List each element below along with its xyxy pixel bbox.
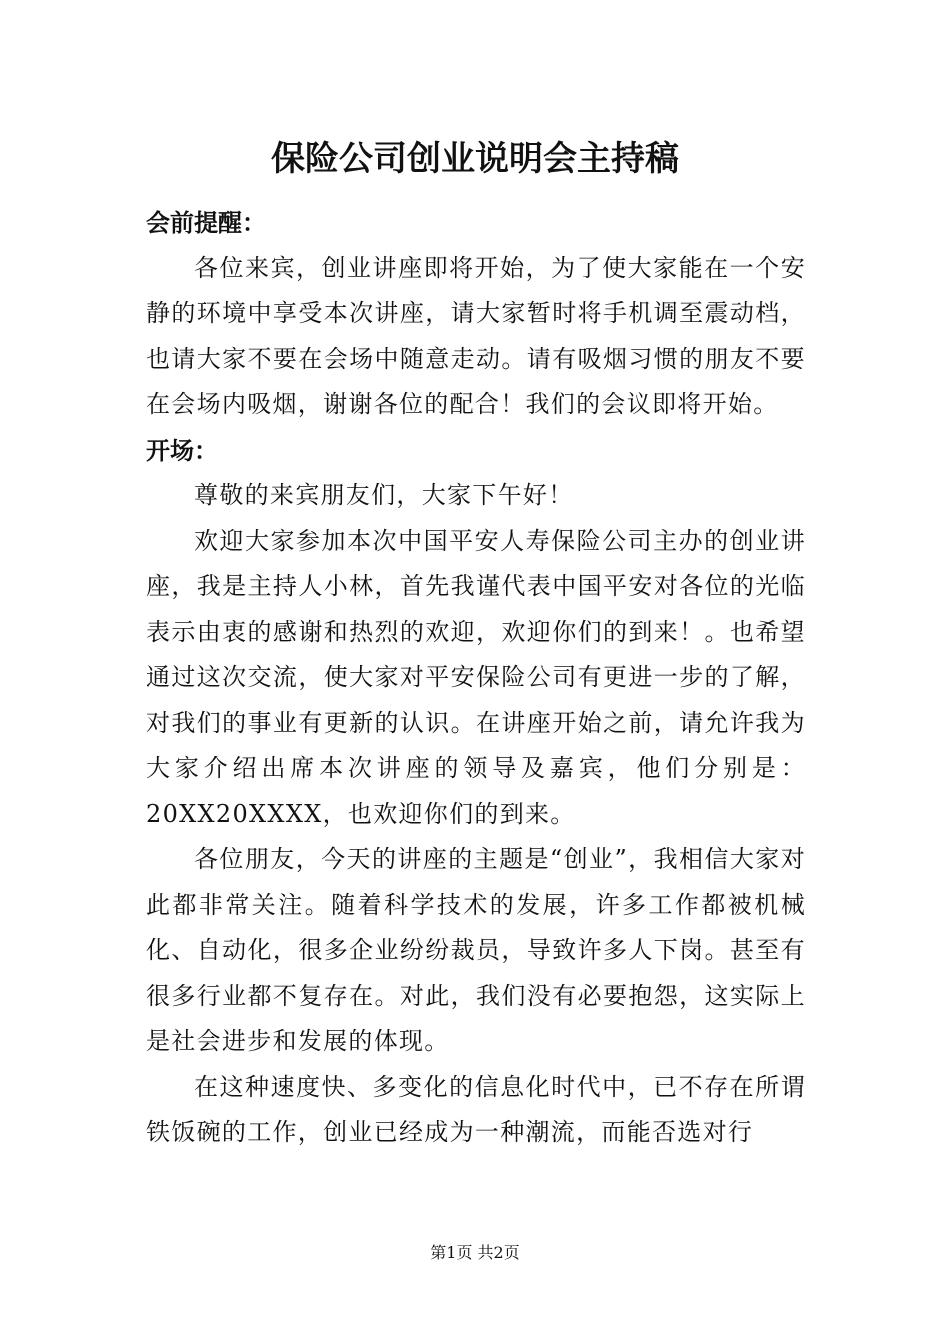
section-heading: 会前提醒：: [146, 208, 266, 237]
section-pre-meeting-reminder: [146, 200, 806, 428]
document-title: 保险公司创业说明会主持稿: [271, 139, 679, 179]
document-body: [146, 200, 806, 1156]
paragraph: 尊敬的来宾朋友们，大家下午好！: [194, 481, 574, 509]
paragraph: 欢迎大家参加本次中国平安人寿保险公司主办的创业讲座，我是主持人小林，首先我谨代表中国平安对各位的光临表示由衷的感谢和热烈的欢迎，欢迎你们的到来！。也希望通过这次交流，使大家对平安保险公司有更进一步的了解，对我们的事业有更新的认识。在讲座开始之前，请允许我为大家介绍出席本次讲座的领导及嘉宾，他们分别是：20XX20XXXX，也欢迎你们的到来。: [146, 526, 806, 828]
section-opening: [146, 428, 806, 1156]
paragraph: 在这种速度快、多变化的信息化时代中，已不存在所谓铁饭碗的工作，创业已经成为一种潮流，而能否选对行: [146, 1072, 806, 1146]
paragraph: 各位来宾，创业讲座即将开始，为了使大家能在一个安静的环境中享受本次讲座，请大家暂时将手机调至震动档，也请大家不要在会场中随意走动。请有吸烟习惯的朋友不要在会场内吸烟，谢谢各位的配合！我们的会议即将开始。: [146, 253, 806, 418]
page-number-footer: 第1页 共2页: [430, 1243, 520, 1262]
section-heading: 开场：: [146, 435, 218, 465]
paragraph: 各位朋友，今天的讲座的主题是“创业”，我相信大家对此都非常关注。随着科学技术的发展，许多工作都被机械化、自动化，很多企业纷纷裁员，导致许多人下岗。甚至有很多行业都不复存在。对此，我们没有必要抱怨，这实际上是社会进步和发展的体现。: [146, 845, 806, 1055]
